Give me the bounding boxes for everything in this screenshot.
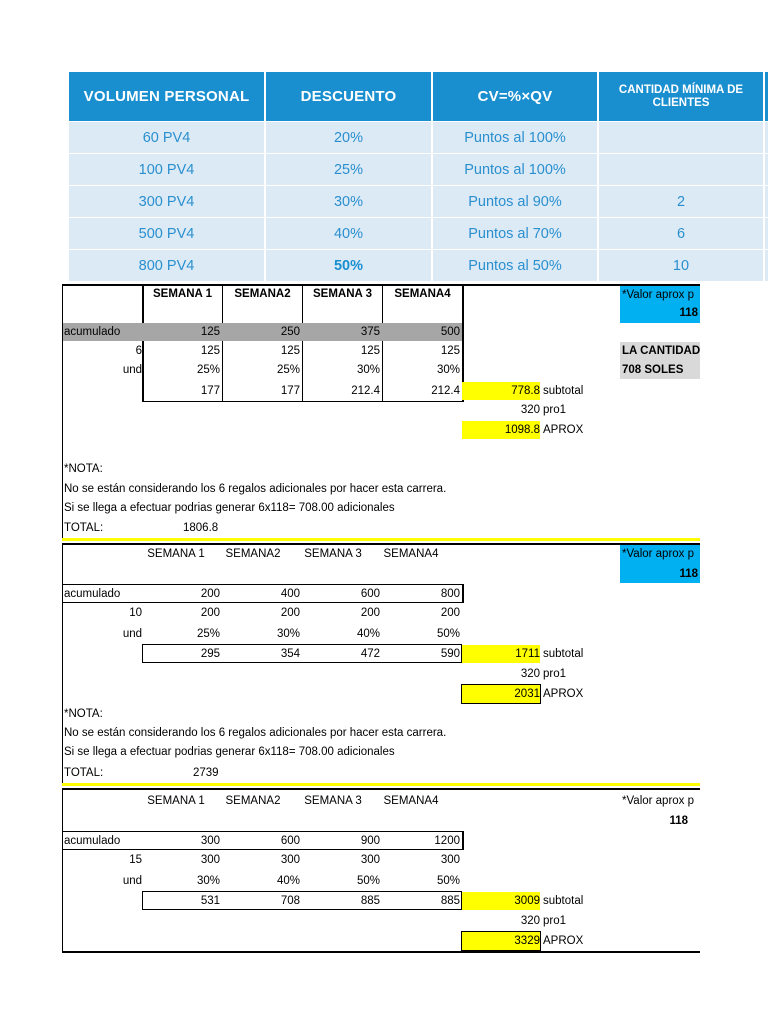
acumulado-value: 1200 [434,835,460,847]
cell-volumen: 100 PV4 [69,154,266,185]
pro-label: pro1 [543,404,567,416]
border-bottom [62,951,700,953]
aprox-value: 1098.8 [462,421,540,439]
percent-value: 50% [436,628,460,640]
header-cv: CV=%×QV [433,72,599,121]
pro-value: 320 [520,404,540,416]
acumulado-value: 600 [280,835,300,847]
nota-heading: *NOTA: [64,463,103,475]
valor-value: 118 [679,568,698,580]
percent-value: 40% [276,875,300,887]
pricing-row [69,186,768,217]
pricing-row [69,250,768,281]
week-value: 200 [360,607,380,619]
acumulado-label: acumulado [64,326,121,338]
grand-total: 2739 [193,767,219,779]
valor-label: *Valor aprox p [622,289,695,301]
total-value: 708 [280,895,300,907]
aprox-label: APROX [543,935,584,947]
week-header: SEMANA 1 [147,548,205,560]
border-left [62,788,63,952]
subtotal-label: subtotal [543,385,584,397]
week-header: SEMANA 3 [304,795,362,807]
header-clientes: CANTIDAD MÍNIMA DE CLIENTES [599,72,765,121]
week-header: SEMANA2 [225,548,281,560]
subtotal-value: 1711 [462,645,540,663]
grid-line [142,401,464,402]
week-header: SEMANA 3 [304,548,362,560]
cell-descuento: 40% [266,218,433,249]
subtotal-label: subtotal [543,895,584,907]
acumulado-label: acumulado [64,588,121,600]
acumulado-value: 200 [200,588,220,600]
acumulado-value: 125 [200,326,220,338]
cell-descuento: 20% [266,122,433,153]
cell-volumen: 300 PV4 [69,186,266,217]
nota-heading: *NOTA: [64,708,103,720]
week-value: 300 [280,854,300,866]
percent-value: 50% [356,875,380,887]
valor-label: *Valor aprox p [622,548,695,560]
aprox-label: APROX [543,424,584,436]
total-value: 354 [280,648,300,660]
week-value: 200 [440,607,460,619]
border-left [62,543,63,783]
cell-clientes: 6 [599,218,765,249]
total-value: 295 [200,648,220,660]
pricing-row [69,154,768,185]
week-value: 125 [200,345,220,357]
total-value: 531 [200,895,220,907]
cell-cv: Puntos al 100% [433,122,599,153]
week-value: 200 [200,607,220,619]
und-label: und [122,364,142,376]
cantidad-label: LA CANTIDAD [622,345,701,357]
acumulado-value: 900 [360,835,380,847]
total-value: 212.4 [431,385,460,397]
soles-label: 708 SOLES [622,364,684,376]
valor-value: 118 [669,815,688,827]
nota-line: No se están considerando los 6 regalos adicionales por hacer esta carrera. [64,483,447,495]
nota-line: No se están considerando los 6 regalos adicionales por hacer esta carrera. [64,727,447,739]
pro-label: pro1 [543,668,567,680]
total-value: 590 [440,648,460,660]
total-value: 177 [280,385,300,397]
week-header: SEMANA4 [383,795,439,807]
cell-cv: Puntos al 100% [433,154,599,185]
total-value: 177 [200,385,220,397]
cell-cv: Puntos al 70% [433,218,599,249]
week-value: 200 [280,607,300,619]
header-descuento: DESCUENTO [266,72,433,121]
client-count: 6 [135,345,142,357]
week-header: SEMANA4 [394,288,451,300]
cell-clientes: 2 [599,186,765,217]
acumulado-value: 500 [440,326,460,338]
und-label: und [122,628,142,640]
und-label: und [122,875,142,887]
total-label: TOTAL: [64,522,104,534]
week-value: 300 [440,854,460,866]
subtotal-value: 3009 [462,892,540,910]
total-value: 885 [440,895,460,907]
percent-value: 30% [196,875,220,887]
grid-line [462,831,464,850]
week-header: SEMANA2 [234,288,291,300]
total-label: TOTAL: [64,767,104,779]
client-count: 15 [129,854,142,866]
cell-cv: Puntos al 90% [433,186,599,217]
percent-value: 30% [276,628,300,640]
cell-cv: Puntos al 50% [433,250,599,281]
cell-clientes [599,122,765,153]
cell-clientes: 10 [599,250,765,281]
grid-line [462,584,464,603]
acumulado-value: 300 [200,835,220,847]
valor-value: 118 [679,307,698,319]
valor-label: *Valor aprox p [622,795,695,807]
acumulado-value: 800 [440,588,460,600]
percent-value: 50% [436,875,460,887]
total-value: 472 [360,648,380,660]
acumulado-label: acumulado [64,835,121,847]
week-header: SEMANA2 [225,795,281,807]
acumulado-value: 600 [360,588,380,600]
pro-value: 320 [520,915,540,927]
percent-value: 40% [356,628,380,640]
border-top [62,788,700,790]
pricing-row [69,122,768,153]
subtotal-value: 778.8 [462,382,540,400]
pro-value: 320 [520,668,540,680]
percent-value: 30% [436,364,460,376]
cell-descuento: 30% [266,186,433,217]
week-value: 125 [280,345,300,357]
cell-volumen: 60 PV4 [69,122,266,153]
acumulado-value: 375 [360,326,380,338]
acumulado-value: 400 [280,588,300,600]
pro-label: pro1 [543,915,567,927]
percent-value: 25% [196,364,220,376]
week-value: 300 [360,854,380,866]
cell-descuento: 25% [266,154,433,185]
total-value: 212.4 [351,385,380,397]
percent-value: 30% [356,364,380,376]
client-count: 10 [129,607,142,619]
week-header: SEMANA 1 [147,795,205,807]
percent-value: 25% [276,364,300,376]
header-volumen: VOLUMEN PERSONAL [69,72,266,121]
pricing-row [69,218,768,249]
aprox-value: 2031 [514,688,540,700]
week-header: SEMANA4 [383,548,439,560]
acumulado-value: 250 [280,326,300,338]
week-header: SEMANA 1 [153,288,212,300]
yellow-divider [62,783,700,786]
week-value: 125 [360,345,380,357]
subtotal-label: subtotal [543,648,584,660]
cell-volumen: 800 PV4 [69,250,266,281]
week-value: 125 [440,345,460,357]
grand-total: 1806.8 [183,522,219,534]
percent-value: 25% [196,628,220,640]
week-value: 300 [200,854,220,866]
cell-clientes [599,154,765,185]
cell-volumen: 500 PV4 [69,218,266,249]
aprox-label: APROX [543,688,584,700]
total-value: 885 [360,895,380,907]
week-header: SEMANA 3 [313,288,372,300]
cell-descuento: 50% [266,250,433,281]
yellow-divider [62,538,700,541]
nota-line: Si se llega a efectuar podrias generar 6x118= 708.00 adicionales [64,746,395,758]
nota-line: Si se llega a efectuar podrias generar 6x118= 708.00 adicionales [64,502,395,514]
aprox-value: 3329 [514,935,540,947]
